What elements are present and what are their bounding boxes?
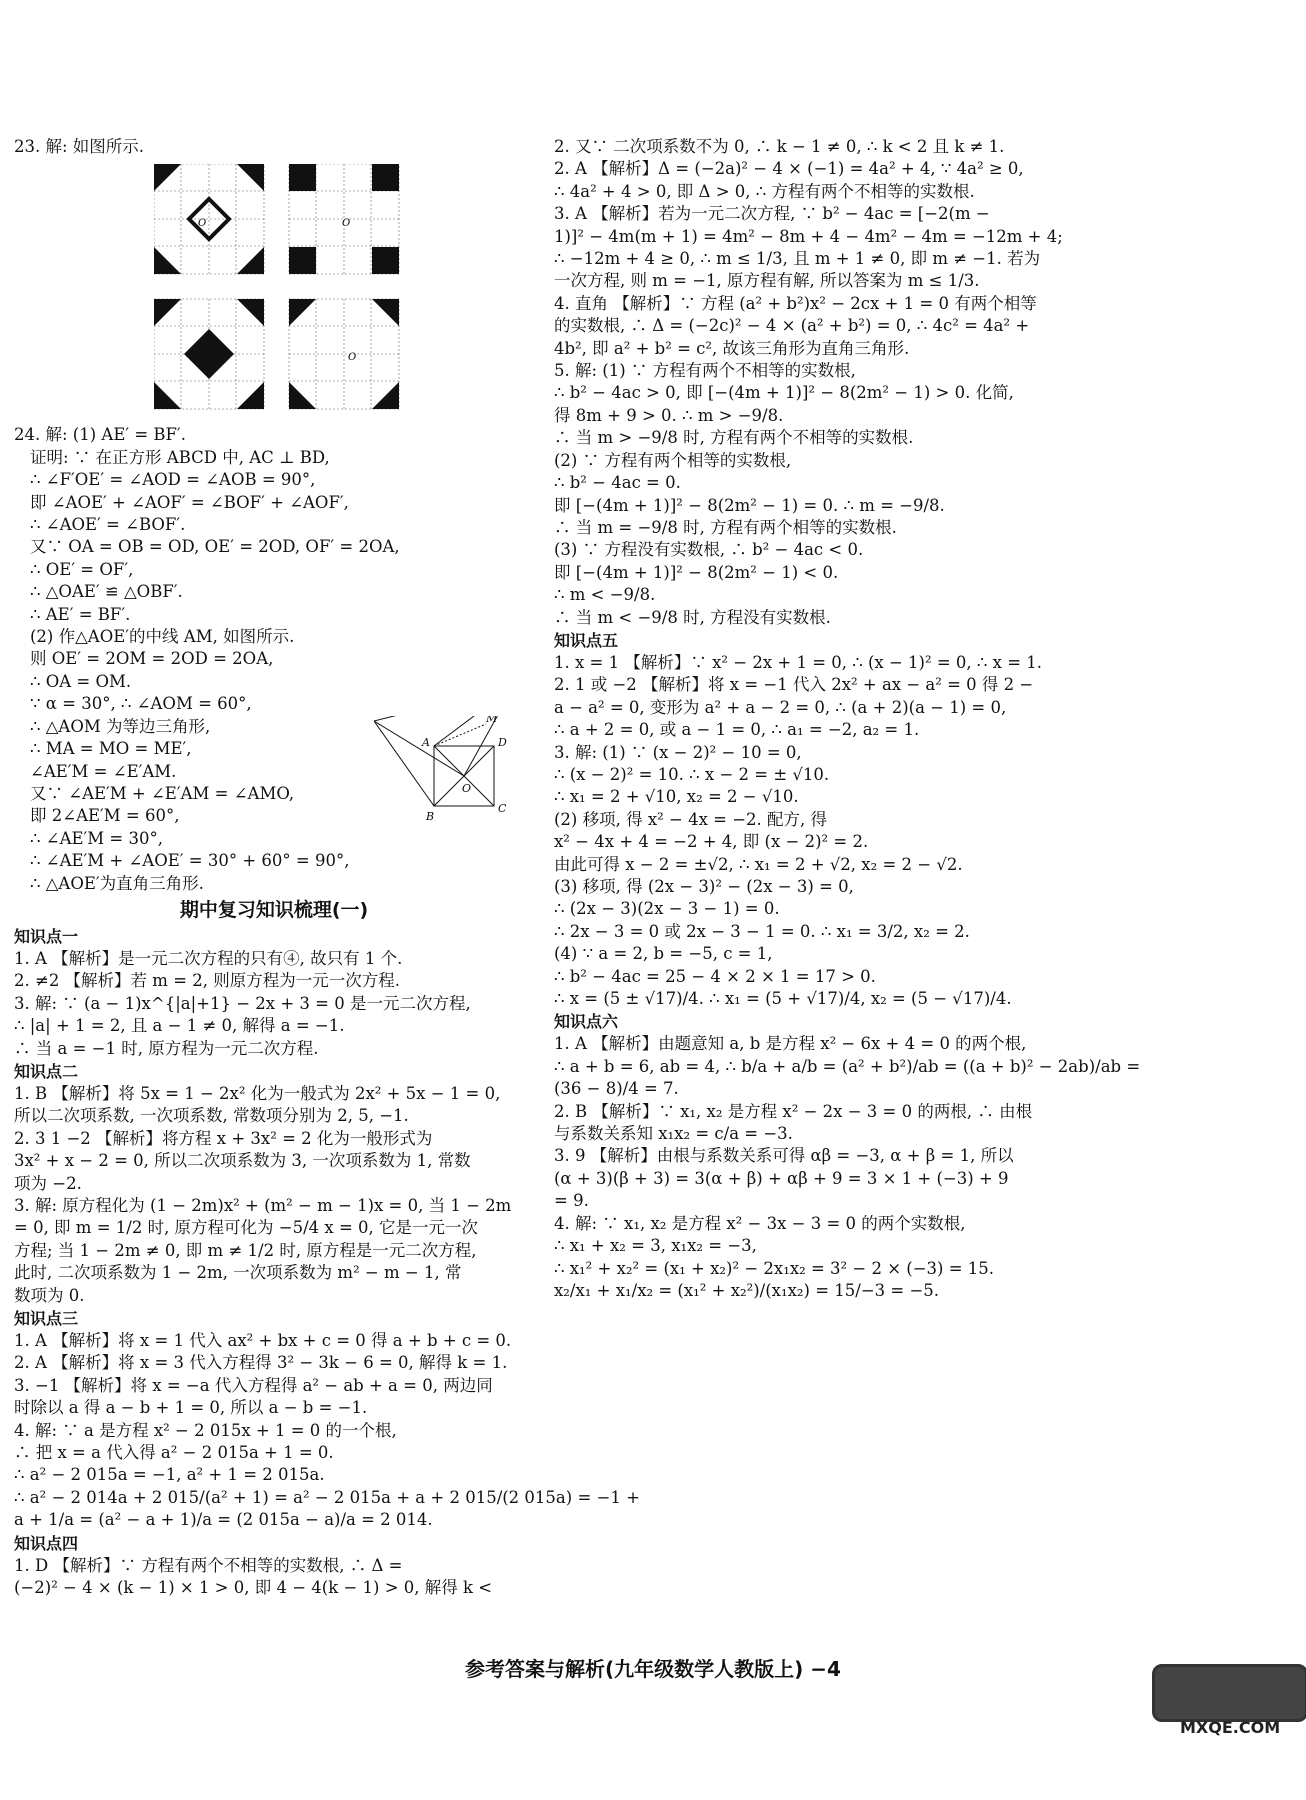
text-line: 的实数根, ∴ Δ = (−2c)² − 4 × (a² + b²) = 0, ∴ 4c² = 4a² + [554,316,1030,336]
svg-text:O: O [462,782,472,795]
text-line: 3. 解: (1) ∵ (x − 2)² − 10 = 0, [554,742,802,762]
q24-line: 又∵ OA = OB = OD, OE′ = 2OD, OF′ = 2OA, [30,537,400,557]
text-line: ∴ a² − 2 014a + 2 015/(a² + 1) = a² − 2 015a + a + 2 015/(2 015a) = −1 + [14,1487,640,1507]
q24-line: 证明: ∵ 在正方形 ABCD 中, AC ⊥ BD, [30,447,330,467]
q24-line: ∴ △AOE′为直角三角形. [30,873,204,893]
watermark-text: MXQE.COM [1180,1718,1281,1737]
text-line: 2. A 【解析】将 x = 3 代入方程得 3² − 3k − 6 = 0, 解得 k = 1. [14,1353,508,1373]
text-line: 数项为 0. [14,1285,85,1305]
section-heading: 知识点四 [14,1533,79,1553]
text-line: 3. A 【解析】若为一元二次方程, ∵ b² − 4ac = [−2(m − [554,204,990,224]
q24-line: 即 2∠AE′M = 60°, [30,806,180,826]
text-line: ∴ 当 m > −9/8 时, 方程有两个不相等的实数根. [554,428,914,448]
text-line: ∴ b² − 4ac > 0, 即 [−(4m + 1)]² − 8(2m² − 1) > 0. 化简, [554,383,1014,403]
q24-line: (2) 作△AOE′的中线 AM, 如图所示. [30,627,295,647]
text-line: ∴ (x − 2)² = 10. ∴ x − 2 = ± √10. [554,764,830,784]
text-line: 3x² + x − 2 = 0, 所以二次项系数为 3, 一次项系数为 1, 常数 [14,1151,471,1171]
q24-line: ∠AE′M = ∠E′AM. [30,761,177,781]
geometry-figure [374,716,524,860]
text-line: 时除以 a 得 a − b + 1 = 0, 所以 a − b = −1. [14,1398,368,1418]
q24-line: 24. 解: (1) AE′ = BF′. [14,425,186,445]
text-line: 2. 1 或 −2 【解析】将 x = −1 代入 2x² + ax − a² = 0 得 2 − [554,675,1034,695]
svg-text:C: C [498,802,507,815]
text-line: 4b², 即 a² + b² = c², 故该三角形为直角三角形. [554,338,910,358]
section-heading: 知识点五 [554,630,619,650]
q24-line: ∴ AE′ = BF′. [30,604,131,624]
q24-line: ∴ △AOM 为等边三角形, [30,716,211,736]
text-line: x₂/x₁ + x₁/x₂ = (x₁² + x₂²)/(x₁x₂) = 15/−3 = −5. [554,1280,940,1300]
text-line: 1. A 【解析】是一元二次方程的只有④, 故只有 1 个. [14,948,403,968]
text-line: 此时, 二次项系数为 1 − 2m, 一次项系数为 m² − m − 1, 常 [14,1263,462,1283]
q24-line: ∴ OA = OM. [30,671,132,691]
section-heading: 知识点三 [14,1309,79,1329]
text-line: ∴ 4a² + 4 > 0, 即 Δ > 0, ∴ 方程有两个不相等的实数根. [554,181,975,201]
text-line: ∴ x₁² + x₂² = (x₁ + x₂)² − 2x₁x₂ = 3² − 2 × (−3) = 15. [554,1258,995,1278]
q24-line: 则 OE′ = 2OM = 2OD = 2OA, [30,649,274,669]
text-line: (−2)² − 4 × (k − 1) × 1 > 0, 即 4 − 4(k − 1) > 0, 解得 k < [14,1578,493,1598]
text-line: ∴ x₁ + x₂ = 3, x₁x₂ = −3, [554,1236,757,1256]
text-line: ∴ b² − 4ac = 0. [554,473,681,493]
text-line: 即 [−(4m + 1)]² − 8(2m² − 1) = 0. ∴ m = −9/8. [554,495,945,515]
text-line: = 9. [554,1191,589,1211]
text-line: ∴ 当 m = −9/8 时, 方程有两个相等的实数根. [554,517,897,537]
text-line: 2. B 【解析】∵ x₁, x₂ 是方程 x² − 2x − 3 = 0 的两根, ∴ 由根 [554,1101,1033,1121]
q24-line: ∵ α = 30°, ∴ ∠AOM = 60°, [30,694,252,714]
q24-line: 即 ∠AOE′ + ∠AOF′ = ∠BOF′ + ∠AOF′, [30,492,349,512]
text-line: 方程; 当 1 − 2m ≠ 0, 即 m ≠ 1/2 时, 原方程是一元二次方程, [14,1240,477,1260]
text-line: 1. B 【解析】将 5x = 1 − 2x² 化为一般式为 2x² + 5x − 1 = 0, [14,1083,501,1103]
text-line: a + 1/a = (a² − a + 1)/a = (2 015a − a)/a = 2 014. [14,1510,433,1530]
svg-text:O: O [198,218,207,230]
q24-line: ∴ △OAE′ ≌ △OBF′. [30,582,183,602]
text-line: 1. A 【解析】将 x = 1 代入 ax² + bx + c = 0 得 a + b + c = 0. [14,1331,512,1351]
text-line: a − a² = 0, 变形为 a² + a − 2 = 0, ∴ (a + 2)(a − 1) = 0, [554,697,1007,717]
text-line: 得 8m + 9 > 0. ∴ m > −9/8. [554,405,784,425]
svg-text:O: O [342,218,351,230]
text-line: 4. 解: ∵ a 是方程 x² − 2 015x + 1 = 0 的一个根, [14,1420,397,1440]
q24-line: 又∵ ∠AE′M + ∠E′AM = ∠AMO, [30,783,295,803]
q24-line: ∴ ∠AE′M = 30°, [30,828,163,848]
text-line: (3) 移项, 得 (2x − 3)² − (2x − 3) = 0, [554,877,854,896]
svg-text:D: D [498,736,507,749]
text-line: 1. D 【解析】∵ 方程有两个不相等的实数根, ∴ Δ = [14,1555,403,1575]
q24-line: ∴ ∠AOE′ = ∠BOF′. [30,515,186,535]
text-line: 2. ≠2 【解析】若 m = 2, 则原方程为一元一次方程. [14,971,400,991]
text-line: 3. 9 【解析】由根与系数关系可得 αβ = −3, α + β = 1, 所以 [554,1146,1014,1166]
text-line: 一次方程, 则 m = −1, 原方程有解, 所以答案为 m ≤ 1/3. [554,271,980,291]
text-line: 4. 解: ∵ x₁, x₂ 是方程 x² − 3x − 3 = 0 的两个实数根, [554,1213,966,1233]
text-line: (2) 移项, 得 x² − 4x = −2. 配方, 得 [554,809,828,829]
q23-line: 23. 解: 如图所示. [14,137,145,156]
text-line: ∴ |a| + 1 = 2, 且 a − 1 ≠ 0, 解得 a = −1. [14,1016,345,1036]
text-line: 3. −1 【解析】将 x = −a 代入方程得 a² − ab + a = 0, 两边同 [14,1375,493,1395]
svg-text:A: A [422,736,430,749]
text-line: (36 − 8)/4 = 7. [554,1079,679,1099]
text-line: ∴ 当 m < −9/8 时, 方程没有实数根. [554,607,831,627]
text-line: ∴ b² − 4ac = 25 − 4 × 2 × 1 = 17 > 0. [554,966,876,986]
text-line: ∴ 2x − 3 = 0 或 2x − 3 − 1 = 0. ∴ x₁ = 3/2, x₂ = 2. [554,921,970,941]
text-line: ∴ a² − 2 015a = −1, a² + 1 = 2 015a. [14,1465,325,1485]
text-line: 与系数关系知 x₁x₂ = c/a = −3. [554,1124,793,1144]
page-footer: 参考答案与解析(九年级数学人教版上) −4 [465,1657,841,1681]
q24-line: ∴ OE′ = OF′, [30,559,134,579]
q24-line: ∴ MA = MO = ME′, [30,739,192,759]
rotation-figure-grid [154,164,534,418]
text-line: ∴ m < −9/8. [554,585,656,605]
section-heading: 知识点一 [14,926,79,946]
text-line: ∴ (2x − 3)(2x − 3 − 1) = 0. [554,899,780,919]
section-heading: 知识点二 [14,1061,79,1081]
svg-text:B: B [426,810,435,823]
text-line: ∴ 把 x = a 代入得 a² − 2 015a + 1 = 0. [14,1443,334,1463]
text-line: 项为 −2. [14,1173,82,1193]
text-line: 5. 解: (1) ∵ 方程有两个不相等的实数根, [554,361,856,381]
text-line: 4. 直角 【解析】∵ 方程 (a² + b²)x² − 2cx + 1 = 0 有两个相等 [554,293,1037,313]
text-line: 1. x = 1 【解析】∵ x² − 2x + 1 = 0, ∴ (x − 1)² = 0, ∴ x = 1. [554,652,1043,672]
svg-text:M: M [486,716,498,725]
text-line: ∴ x₁ = 2 + √10, x₂ = 2 − √10. [554,787,799,807]
text-line: ∴ 当 a = −1 时, 原方程为一元二次方程. [14,1038,319,1058]
right-column [554,136,1298,1302]
text-line: (4) ∵ a = 2, b = −5, c = 1, [554,944,773,964]
text-line: 即 [−(4m + 1)]² − 8(2m² − 1) < 0. [554,562,839,582]
text-line: ∴ a + b = 6, ab = 4, ∴ b/a + a/b = (a² + b²)/ab = ((a + b)² − 2ab)/ab = [554,1056,1141,1076]
text-line: 3. 解: 原方程化为 (1 − 2m)x² + (m² − m − 1)x = 0, 当 1 − 2m [14,1196,512,1215]
text-line: ∴ −12m + 4 ≥ 0, ∴ m ≤ 1/3, 且 m + 1 ≠ 0, 即 m ≠ −1. 若为 [554,249,1041,269]
text-line: 2. 又∵ 二次项系数不为 0, ∴ k − 1 ≠ 0, ∴ k < 2 且 k ≠ 1. [554,137,1005,156]
text-line: x² − 4x + 4 = −2 + 4, 即 (x − 2)² = 2. [554,832,869,852]
text-line: = 0, 即 m = 1/2 时, 原方程可化为 −5/4 x = 0, 它是一元一次 [14,1218,479,1238]
text-line: (3) ∵ 方程没有实数根, ∴ b² − 4ac < 0. [554,540,864,560]
text-line: 1. A 【解析】由题意知 a, b 是方程 x² − 6x + 4 = 0 的两个根, [554,1034,1027,1054]
text-line: 由此可得 x − 2 = ±√2, ∴ x₁ = 2 + √2, x₂ = 2 − √2. [554,854,963,874]
text-line: 2. 3 1 −2 【解析】将方程 x + 3x² = 2 化为一般形式为 [14,1128,433,1148]
section-title: 期中复习知识梳理(一) [179,898,369,921]
q24-line: ∴ ∠AE′M + ∠AOE′ = 30° + 60° = 90°, [30,851,350,871]
text-line: (α + 3)(β + 3) = 3(α + β) + αβ + 9 = 3 × 1 + (−3) + 9 [554,1168,1009,1188]
text-line: 1)]² − 4m(m + 1) = 4m² − 8m + 4 − 4m² − 4m = −12m + 4; [554,226,1063,246]
watermark-logo [1152,1664,1306,1722]
svg-text:O: O [348,352,357,364]
text-line: ∴ a + 2 = 0, 或 a − 1 = 0, ∴ a₁ = −2, a₂ = 1. [554,720,920,740]
text-line: ∴ x = (5 ± √17)/4. ∴ x₁ = (5 + √17)/4, x₂ = (5 − √17)/4. [554,989,1012,1009]
text-line: 2. A 【解析】Δ = (−2a)² − 4 × (−1) = 4a² + 4, ∵ 4a² ≥ 0, [554,159,1024,179]
text-line: (2) ∵ 方程有两个相等的实数根, [554,450,792,470]
text-line: 所以二次项系数, 一次项系数, 常数项分别为 2, 5, −1. [14,1106,409,1126]
section-heading: 知识点六 [554,1012,619,1032]
text-line: 3. 解: ∵ (a − 1)x^{|a|+1} − 2x + 3 = 0 是一元二次方程, [14,993,471,1013]
q24-line: ∴ ∠F′OE′ = ∠AOD = ∠AOB = 90°, [30,470,316,490]
